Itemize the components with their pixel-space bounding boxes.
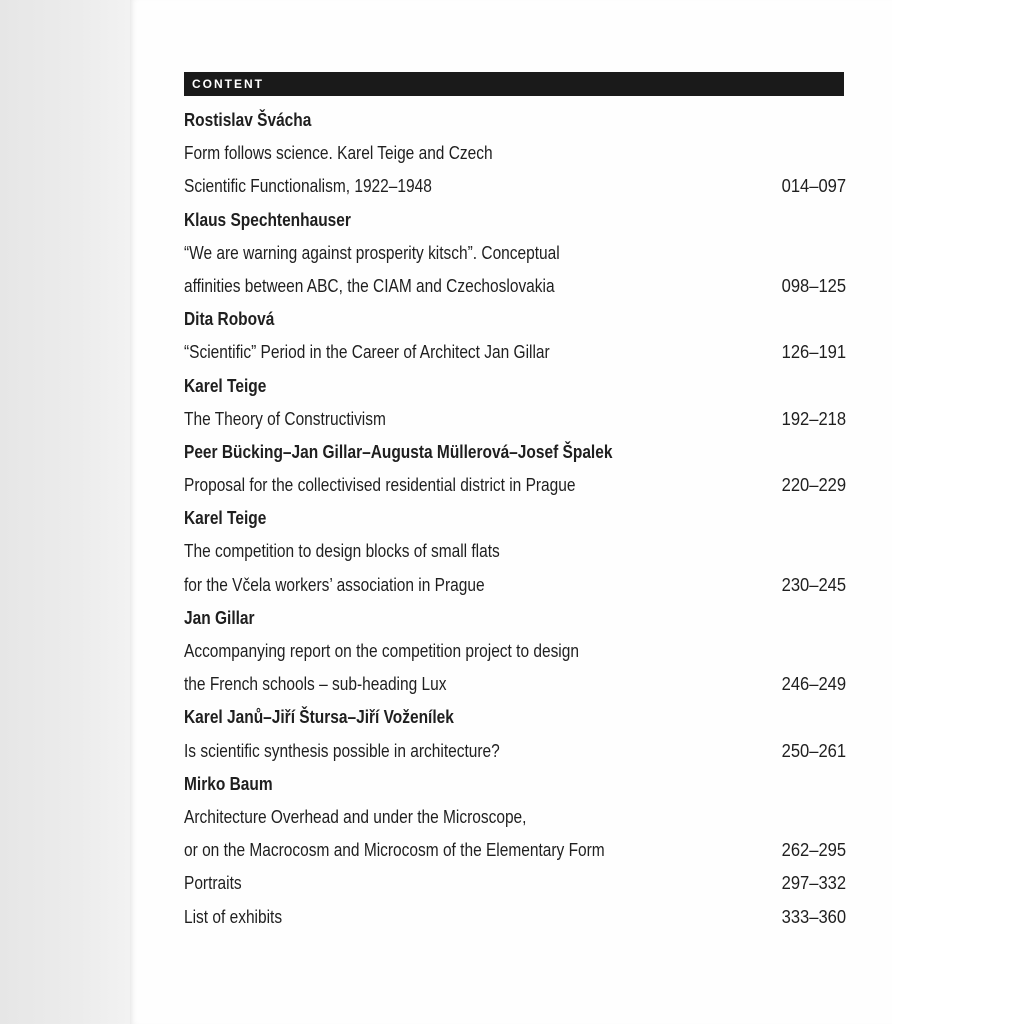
article-title: “Scientific” Period in the Career of Architect Jan Gillar [184, 342, 550, 363]
toc-author [184, 502, 846, 535]
author-name: Rostislav Švácha [184, 110, 312, 130]
toc-author [184, 768, 846, 801]
toc-author [184, 204, 846, 237]
toc-title-line [184, 469, 846, 502]
page-range: 192–218 [781, 408, 846, 429]
toc-title-line [184, 569, 846, 602]
article-title: Architecture Overhead and under the Microscope, [184, 806, 527, 827]
toc-title-line [184, 270, 846, 303]
page-range: 098–125 [781, 275, 846, 296]
article-title: Portraits [184, 873, 242, 894]
page-range: 246–249 [781, 674, 846, 695]
article-title: or on the Macrocosm and Microcosm of the Elementary Form [184, 840, 605, 861]
toc-title-line [184, 535, 846, 568]
page-range: 297–332 [781, 873, 846, 894]
toc-author [184, 370, 846, 403]
author-name: Karel Teige [184, 508, 267, 529]
article-title: Scientific Functionalism, 1922–1948 [184, 176, 432, 197]
article-title: Proposal for the collectivised residential district in Prague [184, 475, 576, 496]
article-title: the French schools – sub-heading Lux [184, 674, 447, 695]
author-name: Dita Robová [184, 309, 275, 330]
page-range: 250–261 [781, 740, 846, 761]
article-title: for the Včela workers’ association in Prague [184, 574, 485, 595]
page-range: 126–191 [781, 342, 846, 363]
page-range: 333–360 [781, 906, 846, 927]
page-range: 014–097 [781, 176, 846, 197]
page-range: 262–295 [781, 840, 846, 861]
content-header-bar [184, 72, 844, 96]
author-name: Peer Bücking–Jan Gillar–Augusta Müllerová–Josef Špalek [184, 441, 613, 462]
author-name: Jan Gillar [184, 607, 255, 628]
article-title: Is scientific synthesis possible in architecture? [184, 740, 500, 761]
toc-title-line [184, 901, 846, 934]
toc-author [184, 701, 846, 734]
toc-title-line [184, 867, 846, 900]
toc-title-line [184, 403, 846, 436]
toc-title-line [184, 170, 846, 203]
author-name: Karel Janů–Jiří Štursa–Jiří Voženílek [184, 707, 454, 728]
toc-author [184, 602, 846, 635]
toc-author [184, 104, 846, 137]
toc-title-line [184, 668, 846, 701]
page-margin-right [892, 0, 1024, 1024]
article-title: “We are warning against prosperity kitsch”. Conceptual [184, 242, 560, 263]
toc-title-line [184, 137, 846, 170]
page-range: 220–229 [781, 475, 846, 496]
article-title: Form follows science. Karel Teige and Czech [184, 143, 493, 164]
author-name: Karel Teige [184, 375, 267, 396]
toc-title-line [184, 635, 846, 668]
page-range: 230–245 [781, 574, 846, 595]
table-of-contents [184, 104, 846, 934]
article-title: The Theory of Constructivism [184, 408, 386, 429]
article-title: affinities between ABC, the CIAM and Czechoslovakia [184, 275, 555, 296]
toc-title-line [184, 336, 846, 369]
article-title: The competition to design blocks of small flats [184, 541, 500, 562]
toc-title-line [184, 834, 846, 867]
content-header-label: CONTENT [192, 77, 264, 91]
article-title: Accompanying report on the competition project to design [184, 641, 579, 661]
author-name: Mirko Baum [184, 773, 273, 794]
author-name: Klaus Spechtenhauser [184, 209, 351, 230]
toc-title-line [184, 237, 846, 270]
toc-title-line [184, 801, 846, 834]
toc-author [184, 303, 846, 336]
page-gutter-shadow [0, 0, 130, 1024]
article-title: List of exhibits [184, 906, 283, 927]
toc-author [184, 436, 846, 469]
toc-title-line [184, 735, 846, 768]
